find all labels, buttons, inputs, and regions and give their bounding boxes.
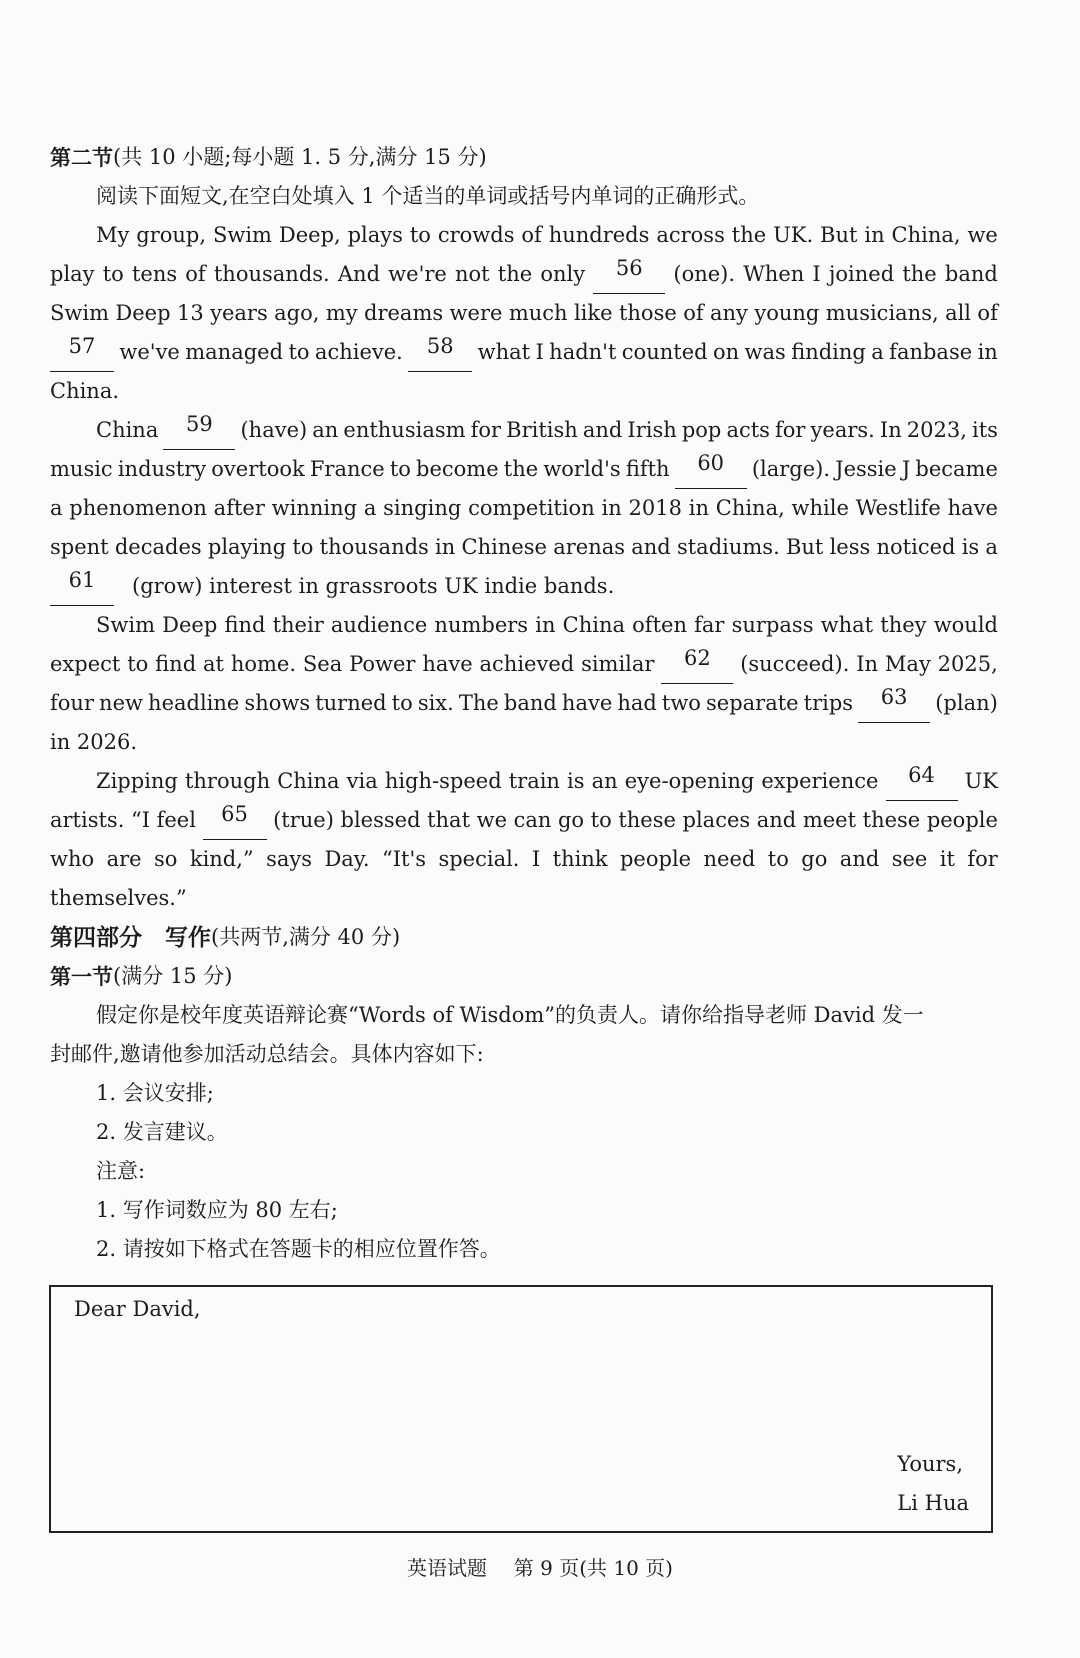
word: trips [803, 691, 854, 715]
word: arenas [553, 535, 626, 559]
word: less [829, 535, 871, 559]
footer-subject: 英语试题 [407, 1556, 488, 1580]
blank-57[interactable]: 57 [50, 333, 114, 372]
word: “I [130, 808, 150, 832]
section-heading-label: 第二节 [50, 145, 113, 170]
word: to [288, 340, 310, 364]
word: to [409, 223, 431, 247]
word: to [767, 847, 789, 871]
word: surpass [731, 613, 814, 637]
word: dreams [364, 301, 444, 325]
word: have [422, 652, 473, 676]
word: numbers [434, 613, 529, 637]
word: meet [802, 808, 857, 832]
word: years. [810, 418, 875, 442]
word: Westlife [855, 496, 941, 520]
word: expect [50, 652, 121, 676]
page-footer [0, 1552, 1080, 1581]
word: at [203, 652, 224, 676]
word: says [266, 847, 313, 871]
word: China [96, 418, 159, 442]
word: would [933, 613, 998, 637]
word: young [754, 301, 820, 325]
word: fifth [625, 457, 670, 481]
word: band [503, 691, 557, 715]
subsection-heading [50, 957, 998, 996]
word: acts [726, 418, 770, 442]
word: often [632, 613, 687, 637]
word: and [839, 847, 880, 871]
word: turned [315, 691, 387, 715]
section-heading-detail: (共 10 小题;每小题 1. 5 分,满分 15 分) [113, 145, 487, 169]
word: six. [417, 691, 454, 715]
word: ago, [274, 301, 320, 325]
word: hadn't [549, 340, 617, 364]
passage-line [50, 762, 998, 801]
word: Zipping [96, 769, 178, 793]
passage-line [50, 216, 998, 255]
word: (large). [751, 457, 831, 481]
passage-line [50, 333, 998, 372]
word: music [50, 457, 113, 481]
blank-60[interactable]: 60 [675, 450, 747, 489]
word: became [915, 457, 998, 481]
passage-line [50, 567, 998, 606]
word: home. [230, 652, 297, 676]
word: to [590, 808, 612, 832]
word: Swim [212, 223, 272, 247]
word: across [656, 223, 725, 247]
passage-text: (grow) interest in grassroots UK indie bands. [132, 574, 615, 598]
word: a [50, 496, 63, 520]
word: an [312, 418, 339, 442]
note-label: 注意: [96, 1159, 146, 1183]
word: that [427, 808, 471, 832]
word: far [694, 613, 725, 637]
word: the [503, 457, 539, 481]
word: for [967, 847, 998, 871]
word: we're [388, 262, 447, 286]
word: band [944, 262, 998, 286]
word: France [309, 457, 385, 481]
word: so [154, 847, 178, 871]
passage-line [50, 684, 998, 723]
word: (true) [273, 808, 334, 832]
word: go [801, 847, 828, 871]
word: of [521, 223, 542, 247]
word: in [688, 496, 709, 520]
word: are [106, 847, 142, 871]
word: playing [207, 535, 287, 559]
word: find [224, 613, 266, 637]
writing-prompt: 假定你是校年度英语辩论赛“Words of Wisdom”的负责人。请你给指导老师 David 发一 [96, 1003, 924, 1027]
word: is [961, 535, 980, 559]
word: similar [581, 652, 655, 676]
word: achieve. [314, 340, 403, 364]
word: headline [148, 691, 240, 715]
word: only [540, 262, 586, 286]
word: blessed [340, 808, 421, 832]
letter-signature: Li Hua [897, 1491, 969, 1515]
word: I [535, 340, 544, 364]
word: British [506, 418, 578, 442]
word: in [601, 496, 622, 520]
passage-line: in 2026. [50, 730, 138, 754]
passage-line [50, 411, 998, 450]
word: to [391, 691, 413, 715]
word: managed [185, 340, 284, 364]
word: But [820, 223, 858, 247]
word: Chinese [461, 535, 547, 559]
letter-salutation: Dear David, [74, 1297, 201, 1321]
part-heading-detail: (共两节,满分 40 分) [211, 925, 401, 949]
word: in [535, 613, 556, 637]
word: two [661, 691, 701, 715]
word: singing [383, 496, 462, 520]
blank-63[interactable]: 63 [858, 684, 930, 723]
word: 2023, [906, 418, 967, 442]
blank-64[interactable]: 64 [886, 762, 958, 801]
part-heading [50, 918, 998, 957]
word: we [476, 808, 508, 832]
word: the [731, 223, 767, 247]
word: a [985, 535, 998, 559]
word: four [50, 691, 94, 715]
word: (have) [240, 418, 308, 442]
word: the [902, 262, 937, 286]
word: after [213, 496, 265, 520]
word: plays [347, 223, 403, 247]
word: in [977, 340, 998, 364]
word: all [945, 301, 972, 325]
word: what [477, 340, 531, 364]
word: phenomenon [69, 496, 207, 520]
word: who [50, 847, 95, 871]
word: crowds [437, 223, 515, 247]
word: industry [117, 457, 207, 481]
word: competition [468, 496, 595, 520]
word: finding [791, 340, 866, 364]
word: Swim [96, 613, 155, 637]
word: UK. [773, 223, 814, 247]
word: of [185, 262, 206, 286]
word: “It's [381, 847, 427, 871]
word: stadiums. [676, 535, 780, 559]
word: my [325, 301, 358, 325]
word: those [618, 301, 677, 325]
word: to [389, 457, 411, 481]
word: thousands [319, 535, 429, 559]
word: like [573, 301, 613, 325]
word: years [210, 301, 268, 325]
word: experience [761, 769, 879, 793]
passage-line [50, 294, 998, 333]
word: I [531, 847, 541, 871]
word: have [947, 496, 998, 520]
word: But [785, 535, 824, 559]
blank-59[interactable]: 59 [163, 411, 235, 450]
word: go [557, 808, 585, 832]
word: UK [964, 769, 998, 793]
passage-line [50, 840, 998, 879]
note-item: 1. 写作词数应为 80 左右; [96, 1198, 338, 1222]
word: to [102, 262, 124, 286]
word: can [513, 808, 552, 832]
word: pop [681, 418, 722, 442]
word: had [617, 691, 657, 715]
passage-line: China. [50, 379, 120, 403]
word: world's [543, 457, 621, 481]
word: have [561, 691, 613, 715]
word: for [775, 418, 806, 442]
word: new [99, 691, 143, 715]
word: noticed [876, 535, 956, 559]
word: musicians, [825, 301, 939, 325]
word: China, [891, 223, 961, 247]
word: In [856, 652, 879, 676]
word: decades [114, 535, 202, 559]
word: In [879, 418, 902, 442]
word: find [155, 652, 197, 676]
word: in [435, 535, 456, 559]
passage-line: themselves.” [50, 886, 187, 910]
word: we [967, 223, 998, 247]
word: via [346, 769, 378, 793]
word: 2025, [937, 652, 998, 676]
subsection-heading-label: 第一节 [50, 964, 113, 989]
word: And [337, 262, 381, 286]
word: much [508, 301, 568, 325]
word: I [812, 262, 821, 286]
instruction: 阅读下面短文,在空白处填入 1 个适当的单词或括号内单词的正确形式。 [96, 184, 760, 208]
passage-line [50, 528, 998, 567]
word: (one). [673, 262, 736, 286]
word: in [864, 223, 885, 247]
passage-line [50, 606, 998, 645]
word: joined [828, 262, 895, 286]
word: fanbase [889, 340, 973, 364]
word: high-speed [384, 769, 502, 793]
section-heading [50, 138, 998, 177]
word: and [631, 535, 671, 559]
word: they [880, 613, 927, 637]
part-heading-label: 第四部分 写作 [50, 924, 211, 951]
word: shows [244, 691, 311, 715]
word: people [926, 808, 998, 832]
word: and [582, 418, 623, 442]
blank-56[interactable]: 56 [593, 255, 665, 294]
word: any [710, 301, 748, 325]
letter-answer-box[interactable] [49, 1285, 993, 1533]
word: Deep [115, 301, 171, 325]
word: eye-opening [624, 769, 755, 793]
passage-line [50, 255, 998, 294]
word: spent [50, 535, 109, 559]
word: see [891, 847, 928, 871]
word: play [50, 262, 95, 286]
word: Sea [302, 652, 343, 676]
word: of [683, 301, 704, 325]
word: China, [715, 496, 785, 520]
content-item: 2. 发言建议。 [96, 1120, 228, 1144]
word: tens [131, 262, 178, 286]
word: enthusiasm [343, 418, 466, 442]
word: group, [136, 223, 207, 247]
word: 13 [176, 301, 204, 325]
word: winning [271, 496, 358, 520]
word: Jessie [835, 457, 897, 481]
word: hundreds [548, 223, 650, 247]
word: My [96, 223, 130, 247]
word: it [939, 847, 955, 871]
passage-line [50, 801, 998, 840]
word: was [744, 340, 786, 364]
word: China [562, 613, 625, 637]
word: become [416, 457, 499, 481]
blank-58[interactable]: 58 [408, 333, 472, 372]
word: audience [330, 613, 428, 637]
word: counted [621, 340, 708, 364]
word: we've [119, 340, 180, 364]
word: Irish [627, 418, 677, 442]
word: achieved [479, 652, 575, 676]
word: Power [349, 652, 416, 676]
word: people [619, 847, 692, 871]
writing-prompt: 封邮件,邀请他参加活动总结会。具体内容如下: [50, 1042, 484, 1066]
content-item: 1. 会议安排; [96, 1081, 214, 1105]
word: what [820, 613, 874, 637]
word: is [567, 769, 585, 793]
footer-page-number: 第 9 页(共 10 页) [513, 1556, 673, 1580]
letter-closing: Yours, [897, 1452, 963, 1476]
word: China [277, 769, 340, 793]
word: thousands. [213, 262, 330, 286]
passage-line [50, 489, 998, 528]
word: and [756, 808, 797, 832]
exam-page [50, 138, 998, 1269]
letter-closing-block [897, 1445, 969, 1523]
word: a [363, 496, 377, 520]
passage-line [50, 645, 998, 684]
word: an [591, 769, 618, 793]
blank-61[interactable]: 61 [50, 567, 114, 606]
word: a [871, 340, 884, 364]
word: May [884, 652, 931, 676]
word: train [508, 769, 560, 793]
word: J [901, 457, 911, 481]
word: Deep, [278, 223, 341, 247]
blank-62[interactable]: 62 [661, 645, 733, 684]
word: were [449, 301, 503, 325]
word: artists. [50, 808, 125, 832]
note-item: 2. 请按如下格式在答题卡的相应位置作答。 [96, 1237, 501, 1261]
word: to [127, 652, 149, 676]
word: When [743, 262, 805, 286]
word: Day. [324, 847, 370, 871]
word: Deep [162, 613, 218, 637]
blank-65[interactable]: 65 [203, 801, 267, 840]
word: through [184, 769, 271, 793]
word: overtook [211, 457, 305, 481]
word: separate [706, 691, 799, 715]
word: (plan) [935, 691, 998, 715]
passage-line [50, 450, 998, 489]
word: these [862, 808, 921, 832]
word: while [791, 496, 849, 520]
word: Swim [50, 301, 109, 325]
word: these [618, 808, 676, 832]
word: on [712, 340, 740, 364]
word: need [703, 847, 756, 871]
word: feel [156, 808, 196, 832]
word: kind,” [189, 847, 254, 871]
subsection-heading-detail: (满分 15 分) [113, 964, 233, 988]
word: its [971, 418, 998, 442]
word: of [977, 301, 998, 325]
word: the [497, 262, 533, 286]
word: their [272, 613, 324, 637]
word: think [552, 847, 608, 871]
word: 2018 [628, 496, 682, 520]
word: special. [438, 847, 520, 871]
word: for [470, 418, 502, 442]
word: to [292, 535, 314, 559]
word: not [454, 262, 490, 286]
word: (succeed). [740, 652, 850, 676]
word: places [682, 808, 751, 832]
word: The [458, 691, 499, 715]
